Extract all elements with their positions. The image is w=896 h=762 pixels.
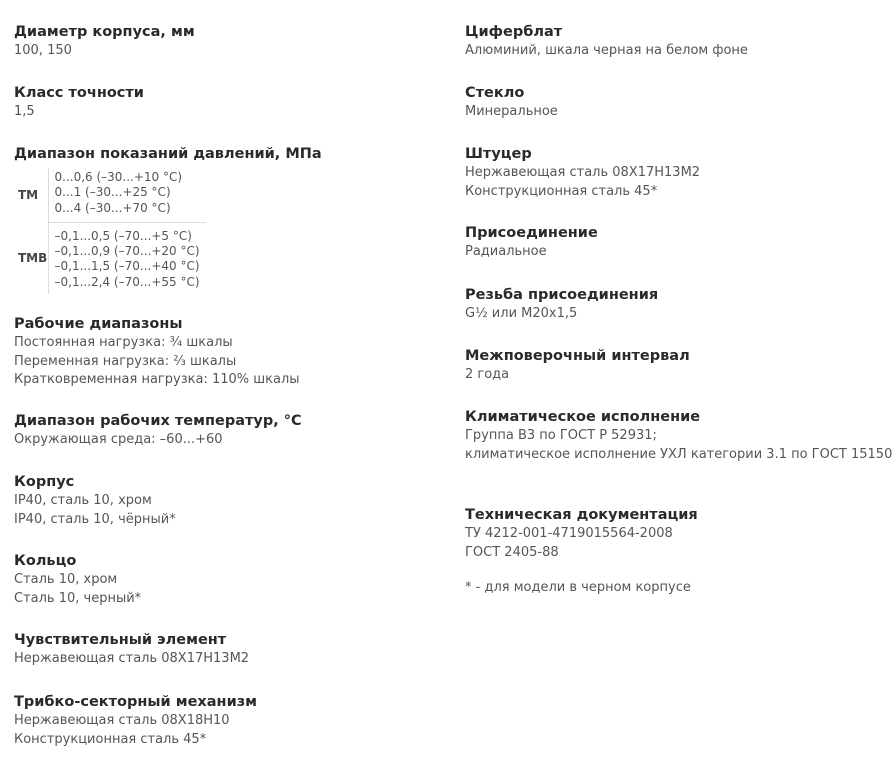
range-label-tmv: ТМВ (18, 251, 48, 266)
spec-title: Резьба присоединения (465, 287, 659, 303)
spec-title: Рабочие диапазоны (14, 316, 183, 332)
spec-pressure-ranges (14, 144, 322, 294)
spec-value: ГОСТ 2405-88 (465, 544, 559, 560)
spec-working-ranges (14, 314, 300, 390)
spec-title: Межповерочный интервал (465, 348, 690, 364)
spec-value: 100, 150 (14, 43, 72, 58)
spec-value: Алюминий, шкала черная на белом фоне (465, 43, 748, 58)
spec-value: Сталь 10, черный* (14, 590, 142, 606)
spec-title: Присоединение (465, 225, 598, 241)
spec-value: Нержавеющая сталь 08Х17Н13М2 (14, 651, 250, 666)
spec-mechanism (14, 692, 257, 749)
spec-title: Трибко-секторный механизм (14, 694, 258, 710)
spec-interval (465, 346, 690, 385)
spec-value: Нержавеющая сталь 08Х17Н13М2 (465, 165, 701, 180)
spec-title: Корпус (14, 474, 75, 490)
spec-thread (465, 285, 658, 324)
spec-accuracy (14, 83, 144, 122)
spec-connection (465, 223, 598, 262)
ranges-row-tm (14, 168, 206, 222)
spec-title: Климатическое исполнение (465, 409, 701, 425)
spec-title: Чувствительный элемент (14, 632, 227, 648)
spec-fitting (465, 144, 700, 201)
range-line: –0,1...0,9 (–70...+20 °C) (54, 244, 200, 259)
spec-value: Кратковременная нагрузка: 110% шкалы (14, 372, 300, 387)
spec-value: IP40, сталь 10, хром (14, 493, 152, 508)
spec-value: Постоянная нагрузка: ¾ шкалы (14, 335, 233, 350)
range-values-tm (48, 168, 206, 222)
spec-temperature (14, 411, 302, 450)
spec-title: Кольцо (14, 553, 77, 569)
spec-value: Радиальное (465, 244, 547, 259)
spec-dial (465, 22, 748, 61)
spec-value: Сталь 10, хром (14, 572, 118, 587)
spec-climate (465, 407, 892, 464)
range-line: –0,1...0,5 (–70...+5 °C) (54, 228, 192, 243)
spec-value: 1,5 (14, 104, 35, 119)
spec-value: 2 года (465, 367, 510, 382)
range-line: 0...4 (–30...+70 °C) (54, 200, 171, 215)
range-line: 0...1 (–30...+25 °C) (54, 185, 171, 200)
spec-value: Окружающая среда: –60...+60 (14, 432, 223, 447)
footnote: * - для модели в черном корпусе (465, 580, 691, 595)
spec-value: Переменная нагрузка: ⅔ шкалы (14, 353, 237, 369)
spec-value: климатическое исполнение УХЛ категории 3.1 по ГОСТ 15150 (465, 446, 893, 462)
spec-value: Конструкционная сталь 45* (465, 183, 658, 199)
spec-title: Циферблат (465, 24, 563, 40)
spec-title: Диапазон показаний давлений, МПа (14, 146, 322, 162)
spec-title: Диаметр корпуса, мм (14, 24, 195, 40)
spec-title: Штуцер (465, 146, 532, 162)
spec-value: ТУ 4212-001-4719015564-2008 (465, 526, 673, 541)
ranges-row-tmv (14, 222, 206, 294)
spec-value: Нержавеющая сталь 08Х18Н10 (14, 713, 230, 728)
range-line: –0,1...2,4 (–70...+55 °C) (54, 274, 200, 289)
ranges-table (14, 168, 206, 294)
range-line: 0...0,6 (–30...+10 °C) (54, 170, 183, 184)
spec-value: Конструкционная сталь 45* (14, 731, 207, 747)
spec-documentation (465, 505, 698, 562)
spec-value: IP40, сталь 10, чёрный* (14, 511, 176, 527)
spec-housing (14, 472, 176, 529)
range-label-tm: ТМ (18, 188, 39, 203)
spec-value: Группа В3 по ГОСТ Р 52931; (465, 428, 657, 443)
spec-title: Техническая документация (465, 507, 698, 523)
range-line: –0,1...1,5 (–70...+40 °C) (54, 259, 200, 274)
spec-glass (465, 83, 558, 122)
spec-sensor (14, 630, 249, 669)
spec-title: Класс точности (14, 85, 144, 101)
spec-ring (14, 551, 141, 608)
spec-title: Диапазон рабочих температур, °С (14, 413, 302, 429)
spec-value: G½ или М20х1,5 (465, 306, 578, 321)
spec-value: Минеральное (465, 104, 558, 119)
spec-title: Стекло (465, 85, 525, 101)
range-values-tmv (48, 222, 206, 294)
spec-diameter (14, 22, 195, 61)
